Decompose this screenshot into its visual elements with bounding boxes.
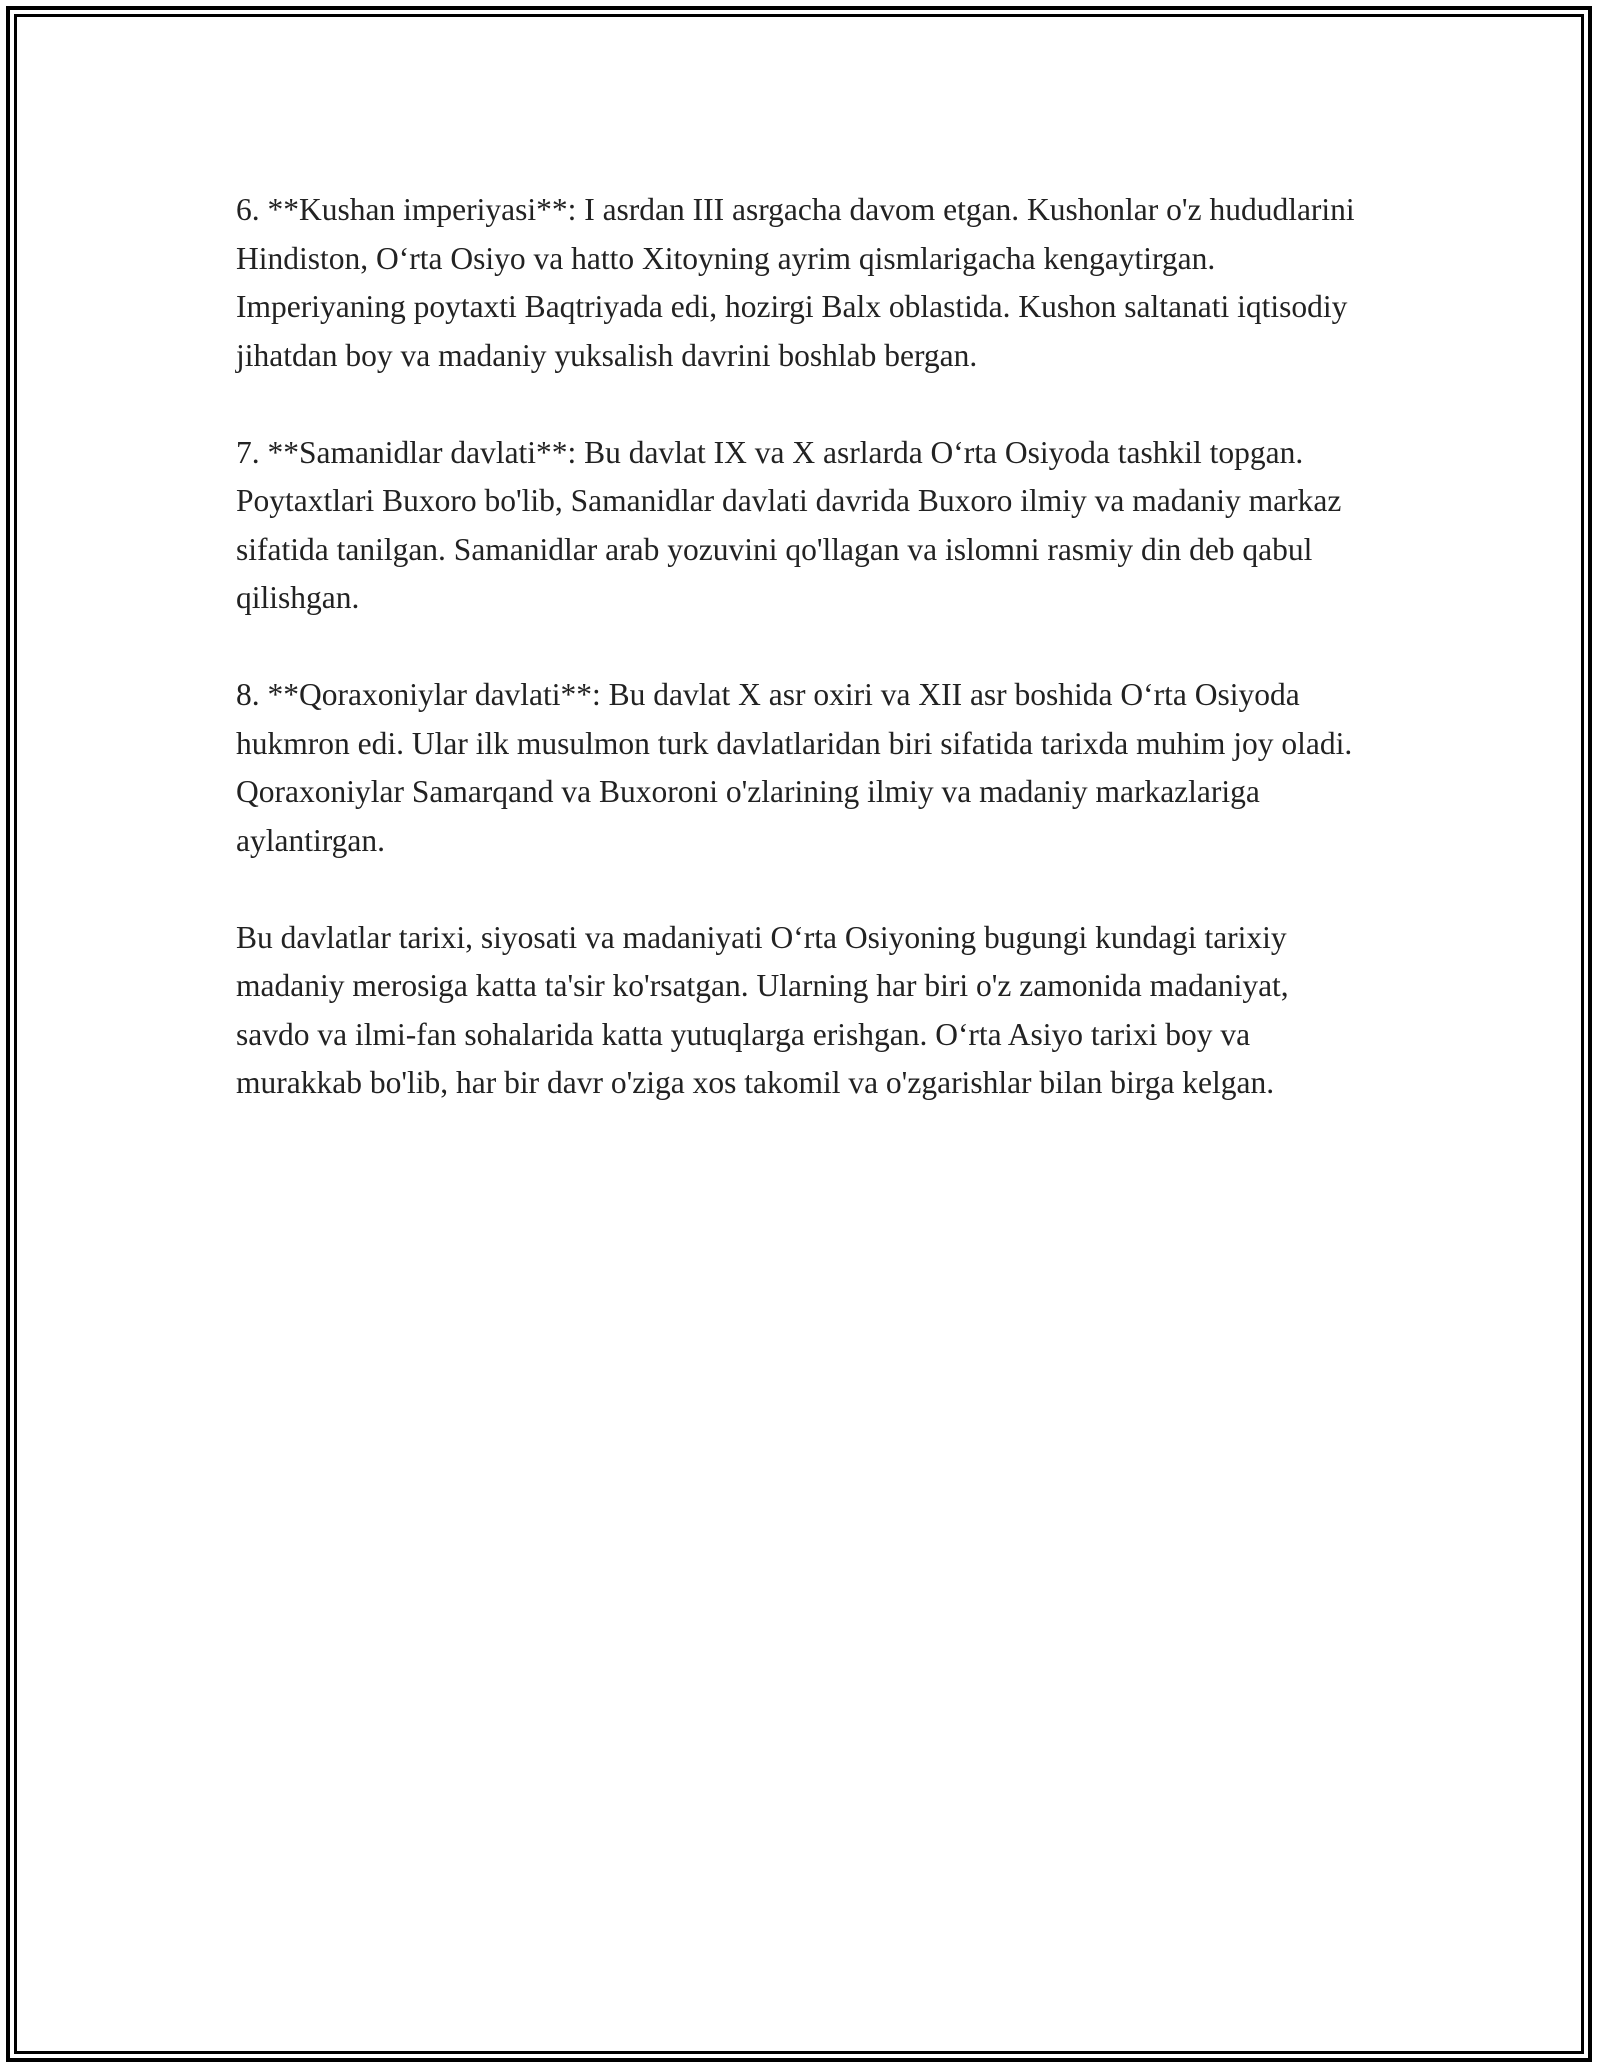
- paragraph-kushan-empire: 6. **Kushan imperiyasi**: I asrdan III asrgacha davom etgan. Kushonlar o'z hududlarini Hindiston, O‘rta Osiyo va hatto Xitoyning ayrim qismlarigacha kengaytirgan. Imperiyaning poytaxti Baqtriyada edi, hozirgi Balx oblastida. Kushon saltanati iqtisodiy jihatdan boy va madaniy yuksalish davrini boshlab bergan.: [236, 192, 1355, 373]
- paragraph-samanid-state: 7. **Samanidlar davlati**: Bu davlat IX va X asrlarda O‘rta Osiyoda tashkil topgan. Poytaxtlari Buxoro bo'lib, Samanidlar davlati davrida Buxoro ilmiy va madaniy markaz sifatida tanilgan. Samanidlar arab yozuvini qo'llagan va islomni rasmiy din deb qabul qilishgan.: [236, 434, 1342, 615]
- paragraph-karakhanid-state: 8. **Qoraxoniylar davlati**: Bu davlat X asr oxiri va XII asr boshida O‘rta Osiyoda hukmron edi. Ular ilk musulmon turk davlatlaridan biri sifatida tarixda muhim joy oladi. Qoraxoniylar Samarqand va Buxoroni o'zlarining ilmiy va madaniy markazlariga aylantirgan.: [236, 677, 1353, 858]
- paragraph-conclusion: Bu davlatlar tarixi, siyosati va madaniyati O‘rta Osiyoning bugungi kundagi tarixiy madaniy merosiga katta ta'sir ko'rsatgan. Ularning har biri o'z zamonida madaniyat, savdo va ilmi-fan sohalarida katta yutuqlarga erishgan. O‘rta Asiyo tarixi boy va murakkab bo'lib, har bir davr o'ziga xos takomil va o'zgarishlar bilan birga kelgan.: [236, 919, 1289, 1100]
- document-body: [236, 186, 1366, 1156]
